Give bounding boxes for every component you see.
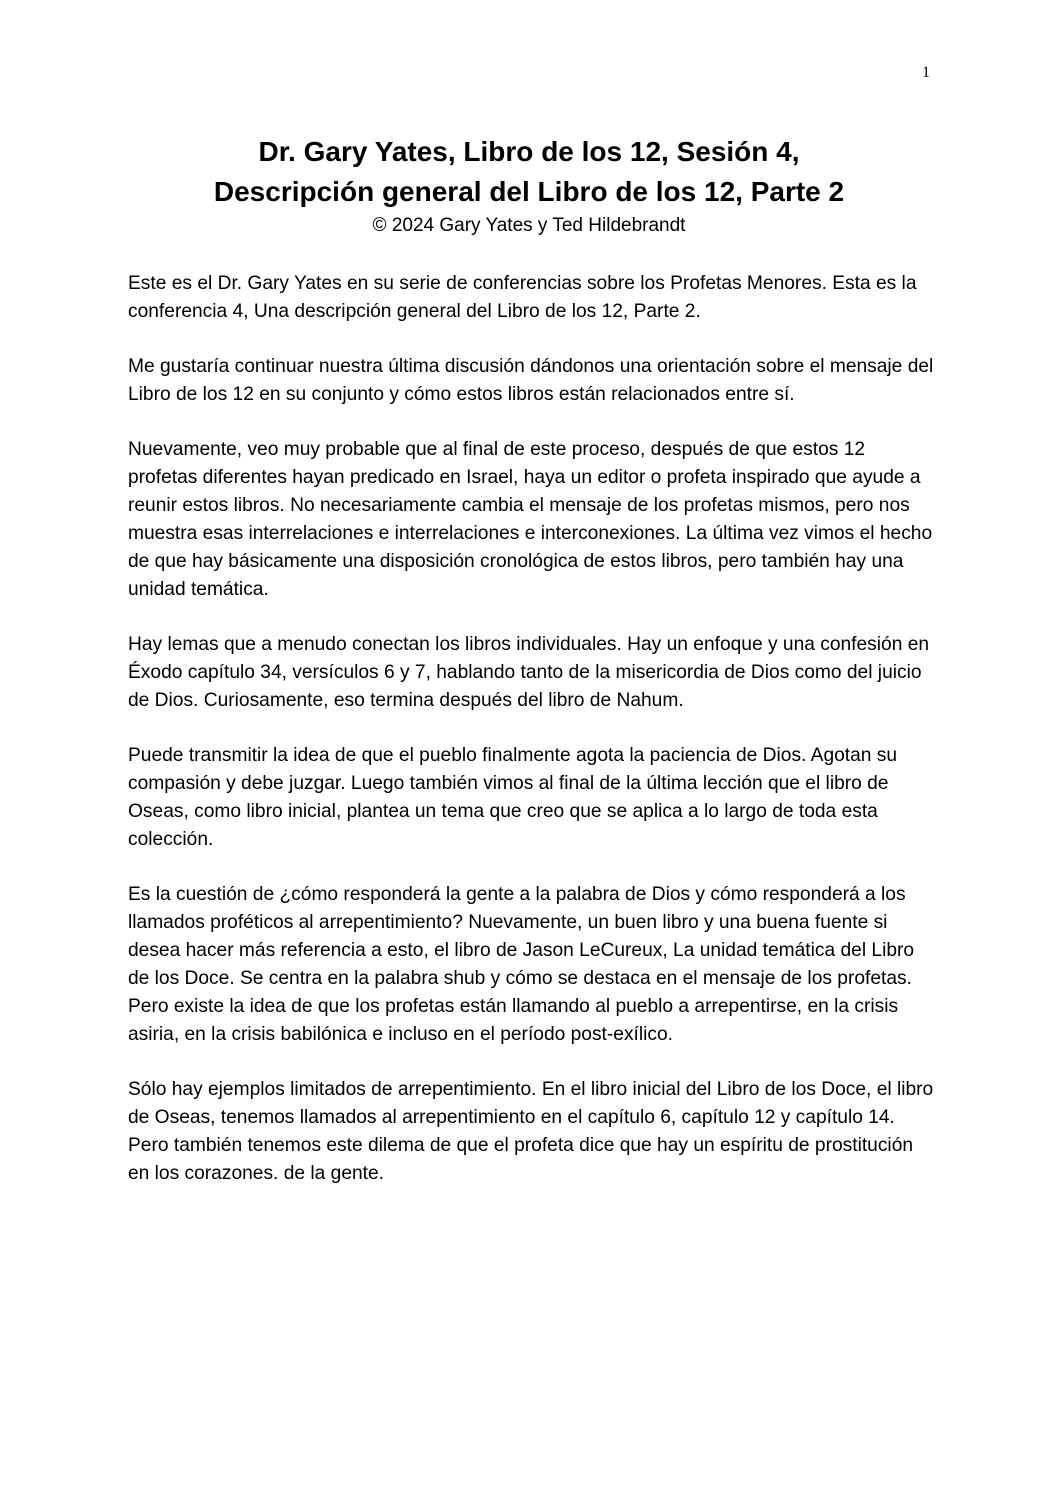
paragraph-2: Me gustaría continuar nuestra última discusión dándonos una orientación sobre el mensaje del Libro de los 12 en su conjunto y cómo estos libros están relacionados entre sí. [128,356,934,405]
paragraph-5: Puede transmitir la idea de que el pueblo finalmente agota la paciencia de Dios. Agotan su compasión y debe juzgar. Luego también vimos al final de la última lección que el libro de Oseas, como libro inicial, plantea un tema que creo que se aplica a lo largo de toda esta colección. [128,745,898,850]
document-header [0,132,1058,240]
paragraph-4: Hay lemas que a menudo conectan los libros individuales. Hay un enfoque y una confesión en Éxodo capítulo 34, versículos 6 y 7, hablando tanto de la misericordia de Dios como del juicio de Dios. Curiosamente, eso termina después del libro de Nahum. [128,634,930,711]
paragraph-6: Es la cuestión de ¿cómo responderá la gente a la palabra de Dios y cómo responderá a los llamados proféticos al arrepentimiento? Nuevamente, un buen libro y una buena fuente si desea hacer más referencia a esto, el libro de Jason LeCureux, La unidad temática del Libro de los Doce. Se centra en la palabra shub y cómo se destaca en el mensaje de los profetas. Pero existe la idea de que los profetas están llamando al pueblo a arrepentirse, en la crisis asiria, en la crisis babilónica e incluso en el período post-exílico. [128,884,915,1045]
copyright-notice: © 2024 Gary Yates y Ted Hildebrandt [372,215,686,236]
document-body [128,270,938,1215]
paragraph-3: Nuevamente, veo muy probable que al final de este proceso, después de que estos 12 profetas diferentes hayan predicado en Israel, haya un editor o profeta inspirado que ayude a reunir estos libros. No necesariamente cambia el mensaje de los profetas mismos, pero nos muestra esas interrelaciones e interrelaciones e interconexiones. La última vez vimos el hecho de que hay básicamente una disposición cronológica de estos libros, pero también hay una unidad temática. [128,439,933,600]
document-title-line-2: Descripción general del Libro de los 12, Parte 2 [213,176,845,207]
paragraph-1: Este es el Dr. Gary Yates en su serie de conferencias sobre los Profetas Menores. Esta es la conferencia 4, Una descripción general del Libro de los 12, Parte 2. [128,273,917,322]
document-title-line-1: Dr. Gary Yates, Libro de los 12, Sesión 4, [258,136,800,167]
page-number: 1 [922,64,930,81]
paragraph-7: Sólo hay ejemplos limitados de arrepentimiento. En el libro inicial del Libro de los Doce, el libro de Oseas, tenemos llamados al arrepentimiento en el capítulo 6, capítulo 12 y capítulo 14. Pero también tenemos este dilema de que el profeta dice que hay un espíritu de prostitución en los corazones. de la gente. [128,1079,934,1184]
